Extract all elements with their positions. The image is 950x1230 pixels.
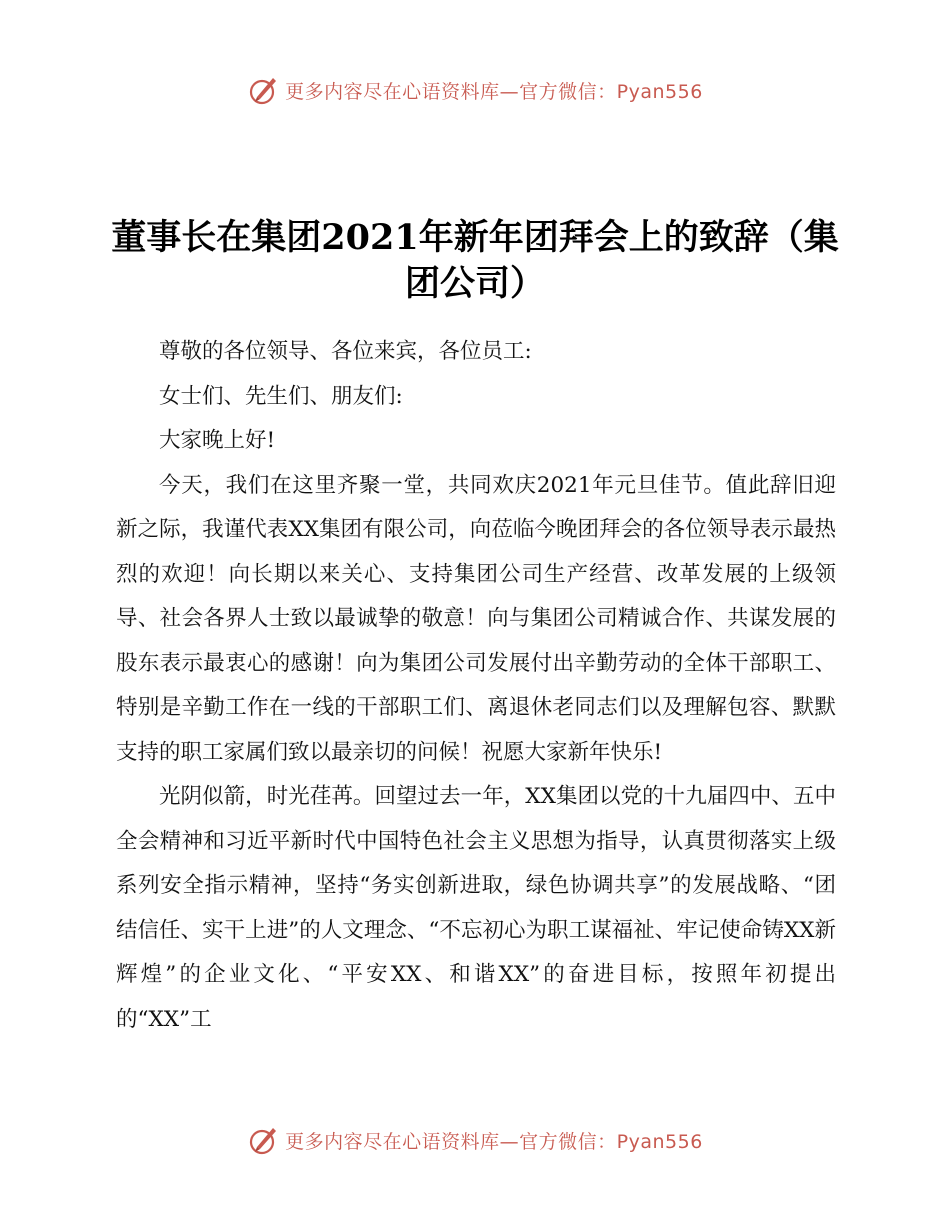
quill-pen-logo-icon (247, 73, 281, 107)
watermark-text: 更多内容尽在心语资料库—官方微信：Pyan556 (285, 1130, 703, 1153)
greeting-line: 大家晚上好! (159, 428, 276, 453)
watermark-banner-bottom (0, 1120, 950, 1160)
watermark-text: 更多内容尽在心语资料库—官方微信：Pyan556 (285, 80, 703, 103)
body-paragraph: 光阴似箭，时光荏苒。回望过去一年，XX集团以党的十九届四中、五中全会精神和习近平新时代中国特色社会主义思想为指导，认真贯彻落实上级系列安全指示精神，坚持“务实创新进取，绿色协调共享”的发展战略、“团结信任、实干上进”的人文理念、“不忘初心为职工谋福祉、牢记使命铸XX新辉煌”的企业文化、“平安XX、和谐XX”的奋进目标，按照年初提出的“XX”工 (116, 784, 836, 1032)
quill-pen-logo-icon (247, 1123, 281, 1157)
watermark-banner-top (0, 70, 950, 110)
salutation-line: 女士们、先生们、朋友们: (159, 383, 403, 409)
document-title: 董事长在集团2021年新年团拜会上的致辞（集团公司） (111, 217, 839, 304)
document-body (116, 330, 836, 1042)
salutation-line: 尊敬的各位领导、各位来宾，各位员工: (159, 339, 532, 364)
body-paragraph: 今天，我们在这里齐聚一堂，共同欢庆2021年元旦佳节。值此辞旧迎新之际，我谨代表XX集团有限公司，向莅临今晚团拜会的各位领导表示最热烈的欢迎！向长期以来关心、支持集团公司生产经营、改革发展的上级领导、社会各界人士致以最诚挚的敬意！向与集团公司精诚合作、共谋发展的股东表示最衷心的感谢！向为集团公司发展付出辛勤劳动的全体干部职工、特别是辛勤工作在一线的干部职工们、离退休老同志们以及理解包容、默默支持的职工家属们致以最亲切的问候！祝愿大家新年快乐! (116, 472, 836, 765)
